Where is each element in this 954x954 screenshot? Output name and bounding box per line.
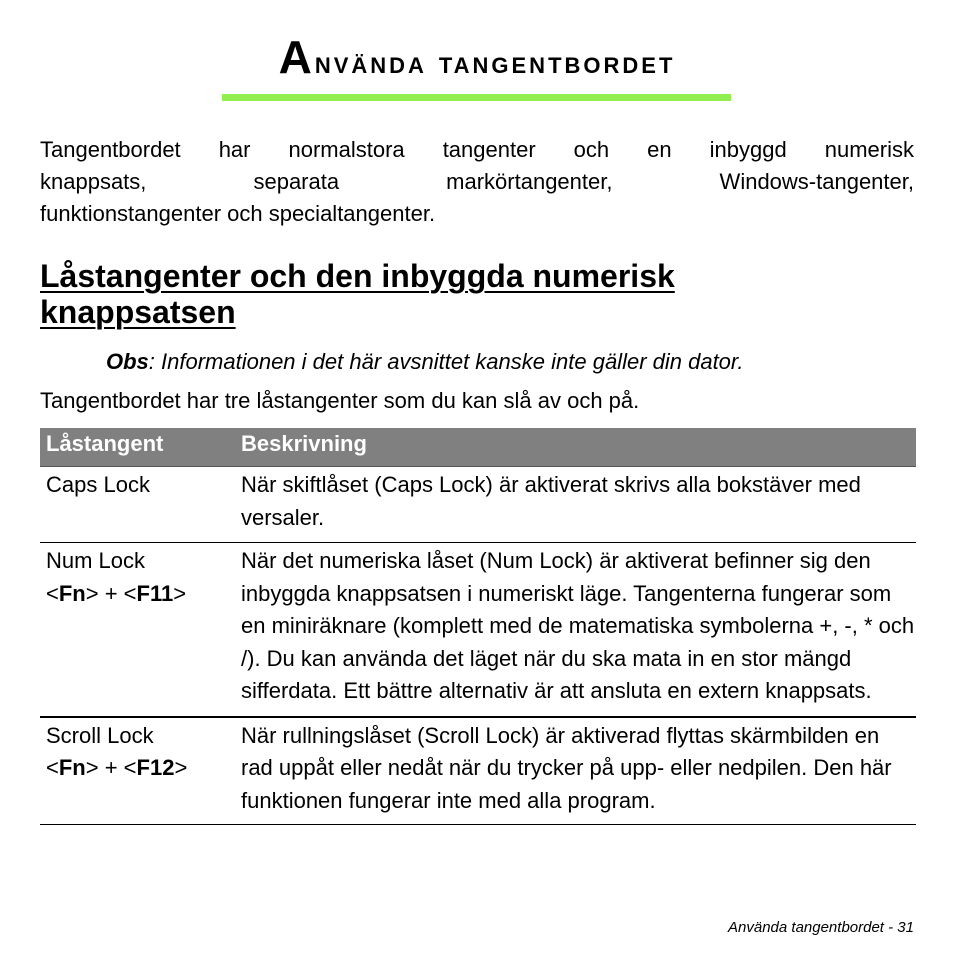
combo-bracket: > <box>174 755 188 780</box>
table-row <box>40 718 916 826</box>
lock-key-description: När rullningslåset (Scroll Lock) är aktiverad flyttas skärmbilden en rad uppåt eller nedåt när du trycker på upp- eller nedpilen. Den här funktionen fungerar inte med alla program. <box>241 722 892 813</box>
table-row <box>40 543 916 718</box>
lock-key-description: När det numeriska låset (Num Lock) är aktiverat befinner sig den inbyggda knappsatsen i numeriskt läge. Tangenterna fungerar som en miniräknare (komplett med de matematiska symbolerna +, -, * och /). Du kan använda det läget när du ska mata in en stor mängd sifferdata. Ett bättre alternativ är att ansluta en extern knappsats. <box>241 548 915 703</box>
section-heading-line-2: knappsatsen <box>40 294 236 330</box>
combo-bracket: > <box>173 580 187 606</box>
combo-bracket: < <box>46 755 59 780</box>
lock-key-name <box>40 467 236 542</box>
table-header-description: Beskrivning <box>241 431 367 456</box>
page-title-initial: A <box>278 31 315 83</box>
function-key: F12 <box>136 755 175 780</box>
table-row <box>40 467 916 543</box>
note <box>106 347 744 377</box>
key-label: Caps Lock <box>46 472 150 497</box>
page-footer: Använda tangentbordet - 31 <box>728 919 914 936</box>
combo-bracket: < <box>46 580 59 606</box>
intro-line-3: funktionstangenter och specialtangenter. <box>40 201 436 226</box>
lock-key-name <box>40 543 236 716</box>
intro-line-1: Tangentbordet har normalstora tangenter och en inbyggd numerisk <box>40 137 914 162</box>
combo-plus: > + < <box>85 755 137 780</box>
key-combo <box>46 581 186 606</box>
table-header <box>40 428 916 467</box>
lock-keys-table <box>40 428 916 825</box>
title-underline-rule <box>222 94 731 101</box>
key-label: Num Lock <box>46 548 146 573</box>
key-label: Scroll Lock <box>46 722 154 748</box>
lock-key-description: När skiftlåset (Caps Lock) är aktiverat skrivs alla bokstäver med versaler. <box>241 472 861 530</box>
intro-paragraph <box>40 134 914 230</box>
function-key: F11 <box>136 580 174 606</box>
intro-line-2: knappsats, separata markörtangenter, Windows-tangenter, <box>40 169 914 194</box>
page-title <box>0 30 954 84</box>
lock-key-name <box>40 718 236 825</box>
section-heading-line-1: Låstangenter och den inbyggda numerisk <box>40 258 675 294</box>
table-header-key: Låstangent <box>46 431 164 456</box>
fn-key: Fn <box>58 755 86 780</box>
key-combo <box>46 755 187 780</box>
note-text: : Informationen i det här avsnittet kanske inte gäller din dator. <box>148 349 744 374</box>
fn-key: Fn <box>58 580 86 606</box>
page-title-rest: nvända tangentbordet <box>314 44 676 80</box>
combo-plus: > + < <box>85 580 137 606</box>
lead-paragraph: Tangentbordet har tre låstangenter som du kan slå av och på. <box>40 388 640 413</box>
section-heading <box>40 258 675 330</box>
note-label: Obs <box>106 349 149 374</box>
